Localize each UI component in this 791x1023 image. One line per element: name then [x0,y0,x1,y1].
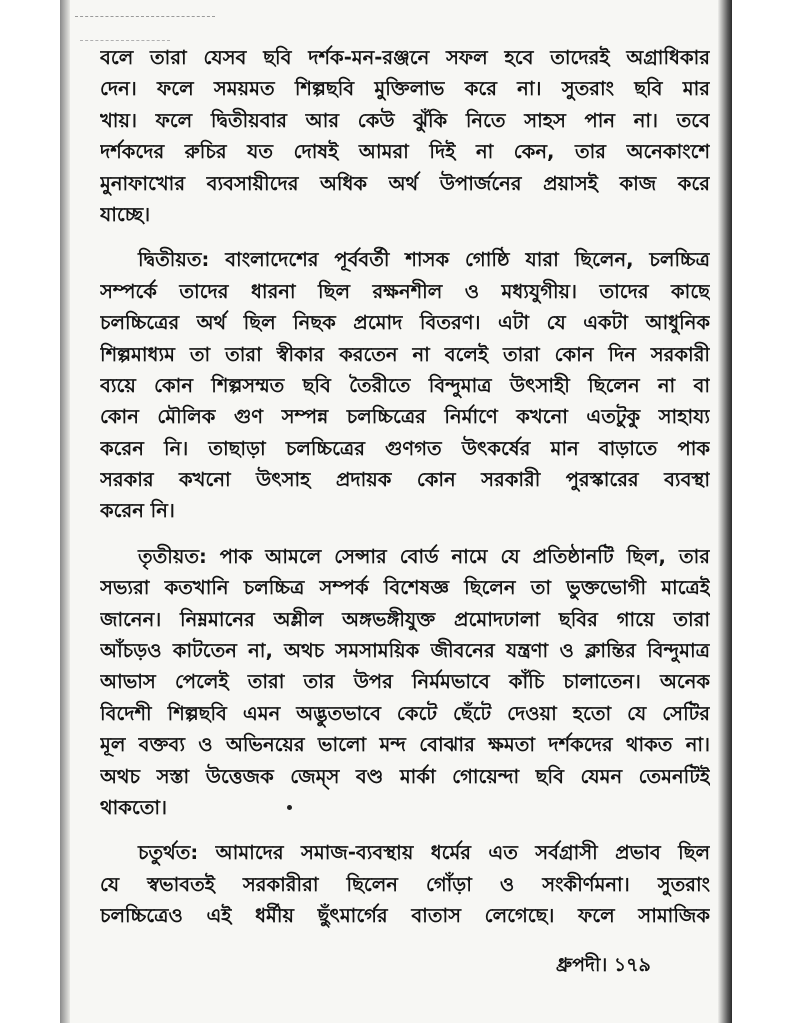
ink-speck [287,805,292,810]
text-line: বিদেশী শিল্পছবি এমন অদ্ভুতভাবে কেটে ছেঁটে দেওয়া হতো যে সেটির [100,701,710,725]
text-line: চলচ্চিত্রের অর্থ ছিল নিছক প্রমোদ বিতরণ। এটা যে একটা আধুনিক [100,311,710,335]
text-line: কোন মৌলিক গুণ সম্পন্ন চলচ্চিত্রের নির্মাণে কখনো এতটুকু সাহায্য [100,405,710,429]
body-text [100,42,710,946]
text-line: দ্বিতীয়ত: বাংলাদেশের পূর্ববর্তী শাসক গোষ্ঠি যারা ছিলেন, চলচ্চিত্র [138,248,710,272]
top-rule-short [80,40,170,41]
text-line: করেন নি। তাছাড়া চলচ্চিত্রের গুণগত উৎকর্ষের মান বাড়াতে পাক [100,436,710,460]
page-edge-shadow [718,0,732,1023]
text-line: মূল বক্তব্য ও অভিনয়ের ভালো মন্দ বোঝার ক্ষমতা দর্শকদের থাকত না। [100,733,710,757]
text-line: শিল্পমাধ্যম তা তারা স্বীকার করতেন না বলেই তারা কোন দিন সরকারী [100,342,710,366]
text-line: সরকার কখনো উৎসাহ প্রদায়ক কোন সরকারী পুরস্কারের ব্যবস্থা [100,468,710,492]
text-line: সম্পর্কে তাদের ধারনা ছিল রক্ষনশীল ও মধ্যযুগীয়। তাদের কাছে [100,279,710,303]
text-line: যে স্বভাবতই সরকারীরা ছিলেন গোঁড়া ও সংকীর্ণমনা। সুতরাং [100,872,710,896]
text-line: খায়। ফলে দ্বিতীয়বার আর কেউ ঝুঁকি নিতে সাহস পান না। তবে [100,108,710,132]
binding-shadow [60,0,70,1023]
paragraph-4 [100,837,710,931]
text-line: থাকতো। [100,795,168,819]
text-line: দর্শকদের রুচির যত দোষই আমরা দিই না কেন, তার অনেকাংশে [100,140,710,164]
page-footer: ধ্রুপদী। ১৭৯ [556,954,651,976]
text-line: আঁচড়ও কাটতেন না, অথচ সমসাময়িক জীবনের যন্ত্রণা ও ক্লান্তির বিন্দুমাত্র [100,639,710,663]
text-line: সভ্যরা কতখানি চলচ্চিত্র সম্পর্ক বিশেষজ্ঞ ছিলেন তা ভুক্তভোগী মাত্রেই [100,576,710,600]
paragraph-1 [100,42,710,230]
top-rule [75,16,215,17]
text-line: আভাস পেলেই তারা তার উপর নির্মমভাবে কাঁচি চালাতেন। অনেক [100,670,710,694]
text-line: চলচ্চিত্রেও এই ধর্মীয় ছুঁৎমার্গের বাতাস লেগেছে। ফলে সামাজিক [100,904,710,928]
text-line: বলে তারা যেসব ছবি দর্শক-মন-রঞ্জনে সফল হবে তাদেরই অগ্রাধিকার [100,46,710,69]
text-line: দেন। ফলে সময়মত শিল্পছবি মুক্তিলাভ করে না। সুতরাং ছবি মার [100,77,710,101]
text-line: যাচ্ছে। [100,202,151,226]
text-line: করেন নি। [100,499,175,523]
paragraph-3 [100,541,710,824]
text-line: তৃতীয়ত: পাক আমলে সেন্সার বোর্ড নামে যে প্রতিষ্ঠানটি ছিল, তার [138,544,710,568]
text-line: জানেন। নিম্নমানের অশ্লীল অঙ্গভঙ্গীযুক্ত প্রমোদঢালা ছবির গায়ে তারা [100,607,710,631]
paragraph-2 [100,244,710,527]
text-line: ব্যয়ে কোন শিল্পসম্মত ছবি তৈরীতে বিন্দুমাত্র উৎসাহী ছিলেন না বা [100,373,710,397]
text-line: অথচ সস্তা উত্তেজক জেম্‌স বণ্ড মার্কা গোয়েন্দা ছবি যেমন তেমনটিই [100,764,710,788]
text-line: মুনাফাখোর ব্যবসায়ীদের অধিক অর্থ উপার্জনের প্রয়াসই কাজ করে [100,171,710,195]
text-line: চতুর্থত: আমাদের সমাজ-ব্যবস্থায় ধর্মের এত সর্বগ্রাসী প্রভাব ছিল [138,841,710,865]
